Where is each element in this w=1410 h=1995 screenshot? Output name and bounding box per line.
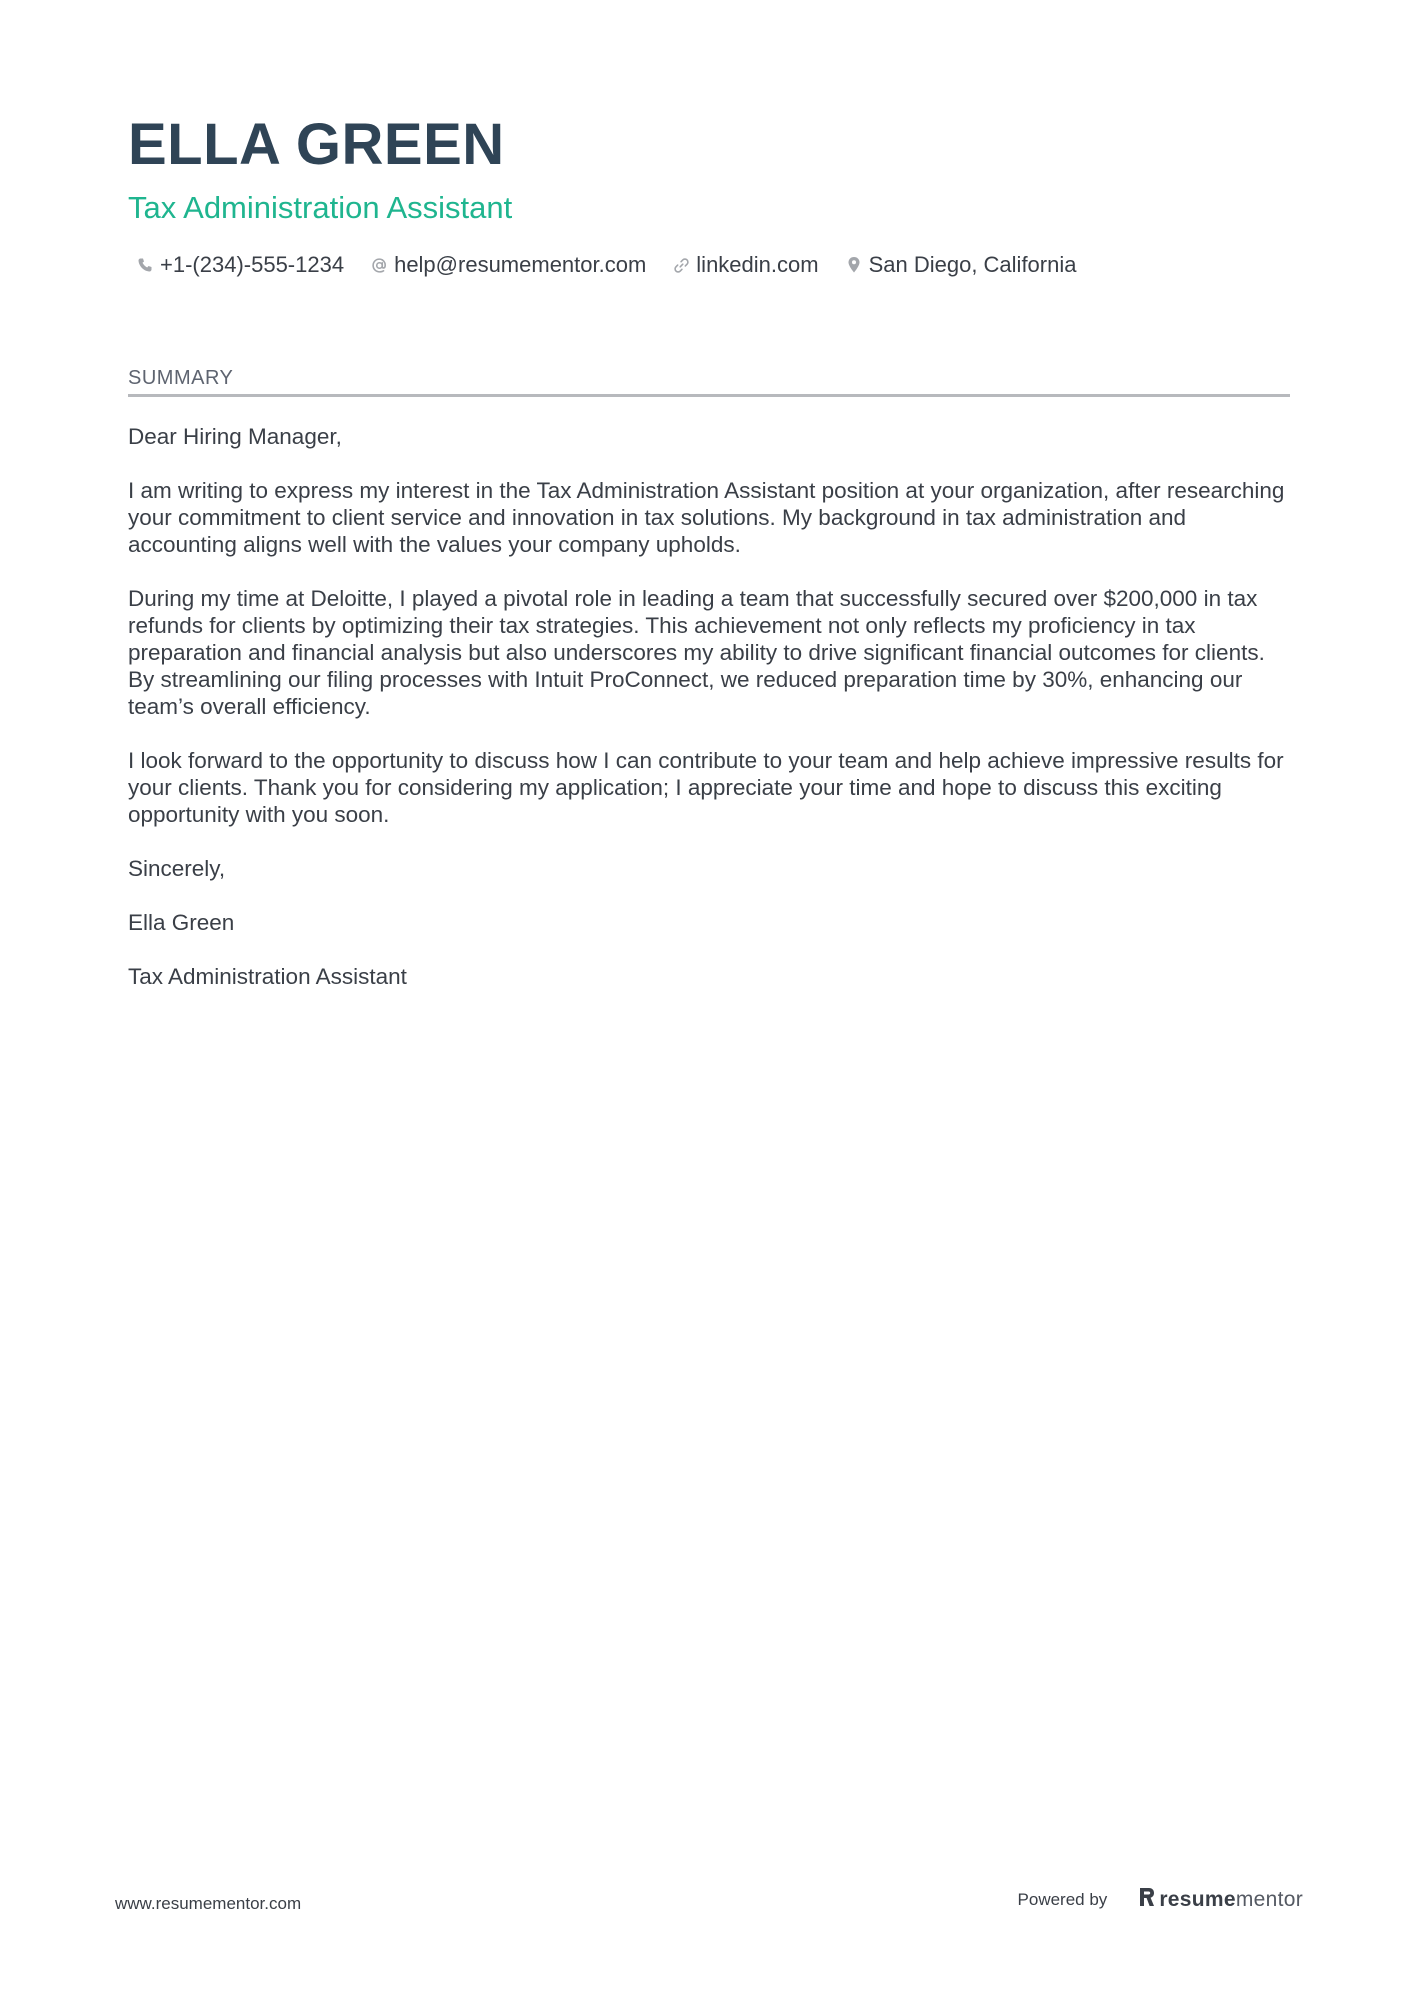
contact-bar [128,250,1290,280]
contact-linkedin-text[interactable]: linkedin.com [696,252,819,277]
letter-greeting: Dear Hiring Manager, [128,424,342,449]
letter-body [128,423,1290,990]
contact-email-text[interactable]: help@resumementor.com [394,252,647,277]
at-icon [370,256,388,274]
letter-signature-role: Tax Administration Assistant [128,964,407,989]
contact-phone [136,250,344,280]
candidate-role: Tax Administration Assistant [128,190,513,225]
section-title-summary: SUMMARY [128,366,1290,397]
contact-location [845,250,1077,280]
letter-signature-name: Ella Green [128,910,235,935]
brand-name-light: mentor [1235,1888,1303,1911]
link-icon [672,256,690,274]
brand-name-bold: resume [1159,1888,1236,1911]
powered-by-label: Powered by [1017,1890,1108,1909]
contact-phone-text: +1-(234)-555-1234 [160,252,345,277]
phone-icon [136,256,154,274]
letter-paragraph-2: During my time at Deloitte, I played a pivotal role in leading a team that successfully secured over $200,000 in tax refunds for clients by optimizing their tax strategies. This achievement not only reflects my proficiency in tax preparation and financial analysis but also underscores my ability to drive significant financial outcomes for clients. By streamlining our filing processes with Intuit ProConnect, we reduced preparation time by 30%, enhancing our team’s overall efficiency. [128,586,1265,719]
footer-website[interactable]: www.resumementor.com [115,1894,302,1913]
brand-logo[interactable] [1139,1887,1303,1913]
letter-page [128,110,1290,1017]
footer-brand-block [1018,1887,1303,1913]
letter-paragraph-1: I am writing to express my interest in the Tax Administration Assistant position at your organization, after researching your commitment to client service and innovation in tax solutions. My background in tax administration and accounting aligns well with the values your company upholds. [128,478,1285,557]
brand-mark-icon [1139,1887,1155,1913]
contact-email [370,250,646,280]
letter-paragraph-3: I look forward to the opportunity to discuss how I can contribute to your team and help achieve impressive results for your clients. Thank you for considering my application; I appreciate your time and hope to discuss this exciting opportunity with you soon. [128,748,1284,827]
contact-linkedin [672,250,818,280]
letter-closing: Sincerely, [128,856,226,881]
contact-location-text: San Diego, California [868,252,1077,277]
candidate-name: ELLA GREEN [128,112,505,177]
location-pin-icon [845,256,863,274]
